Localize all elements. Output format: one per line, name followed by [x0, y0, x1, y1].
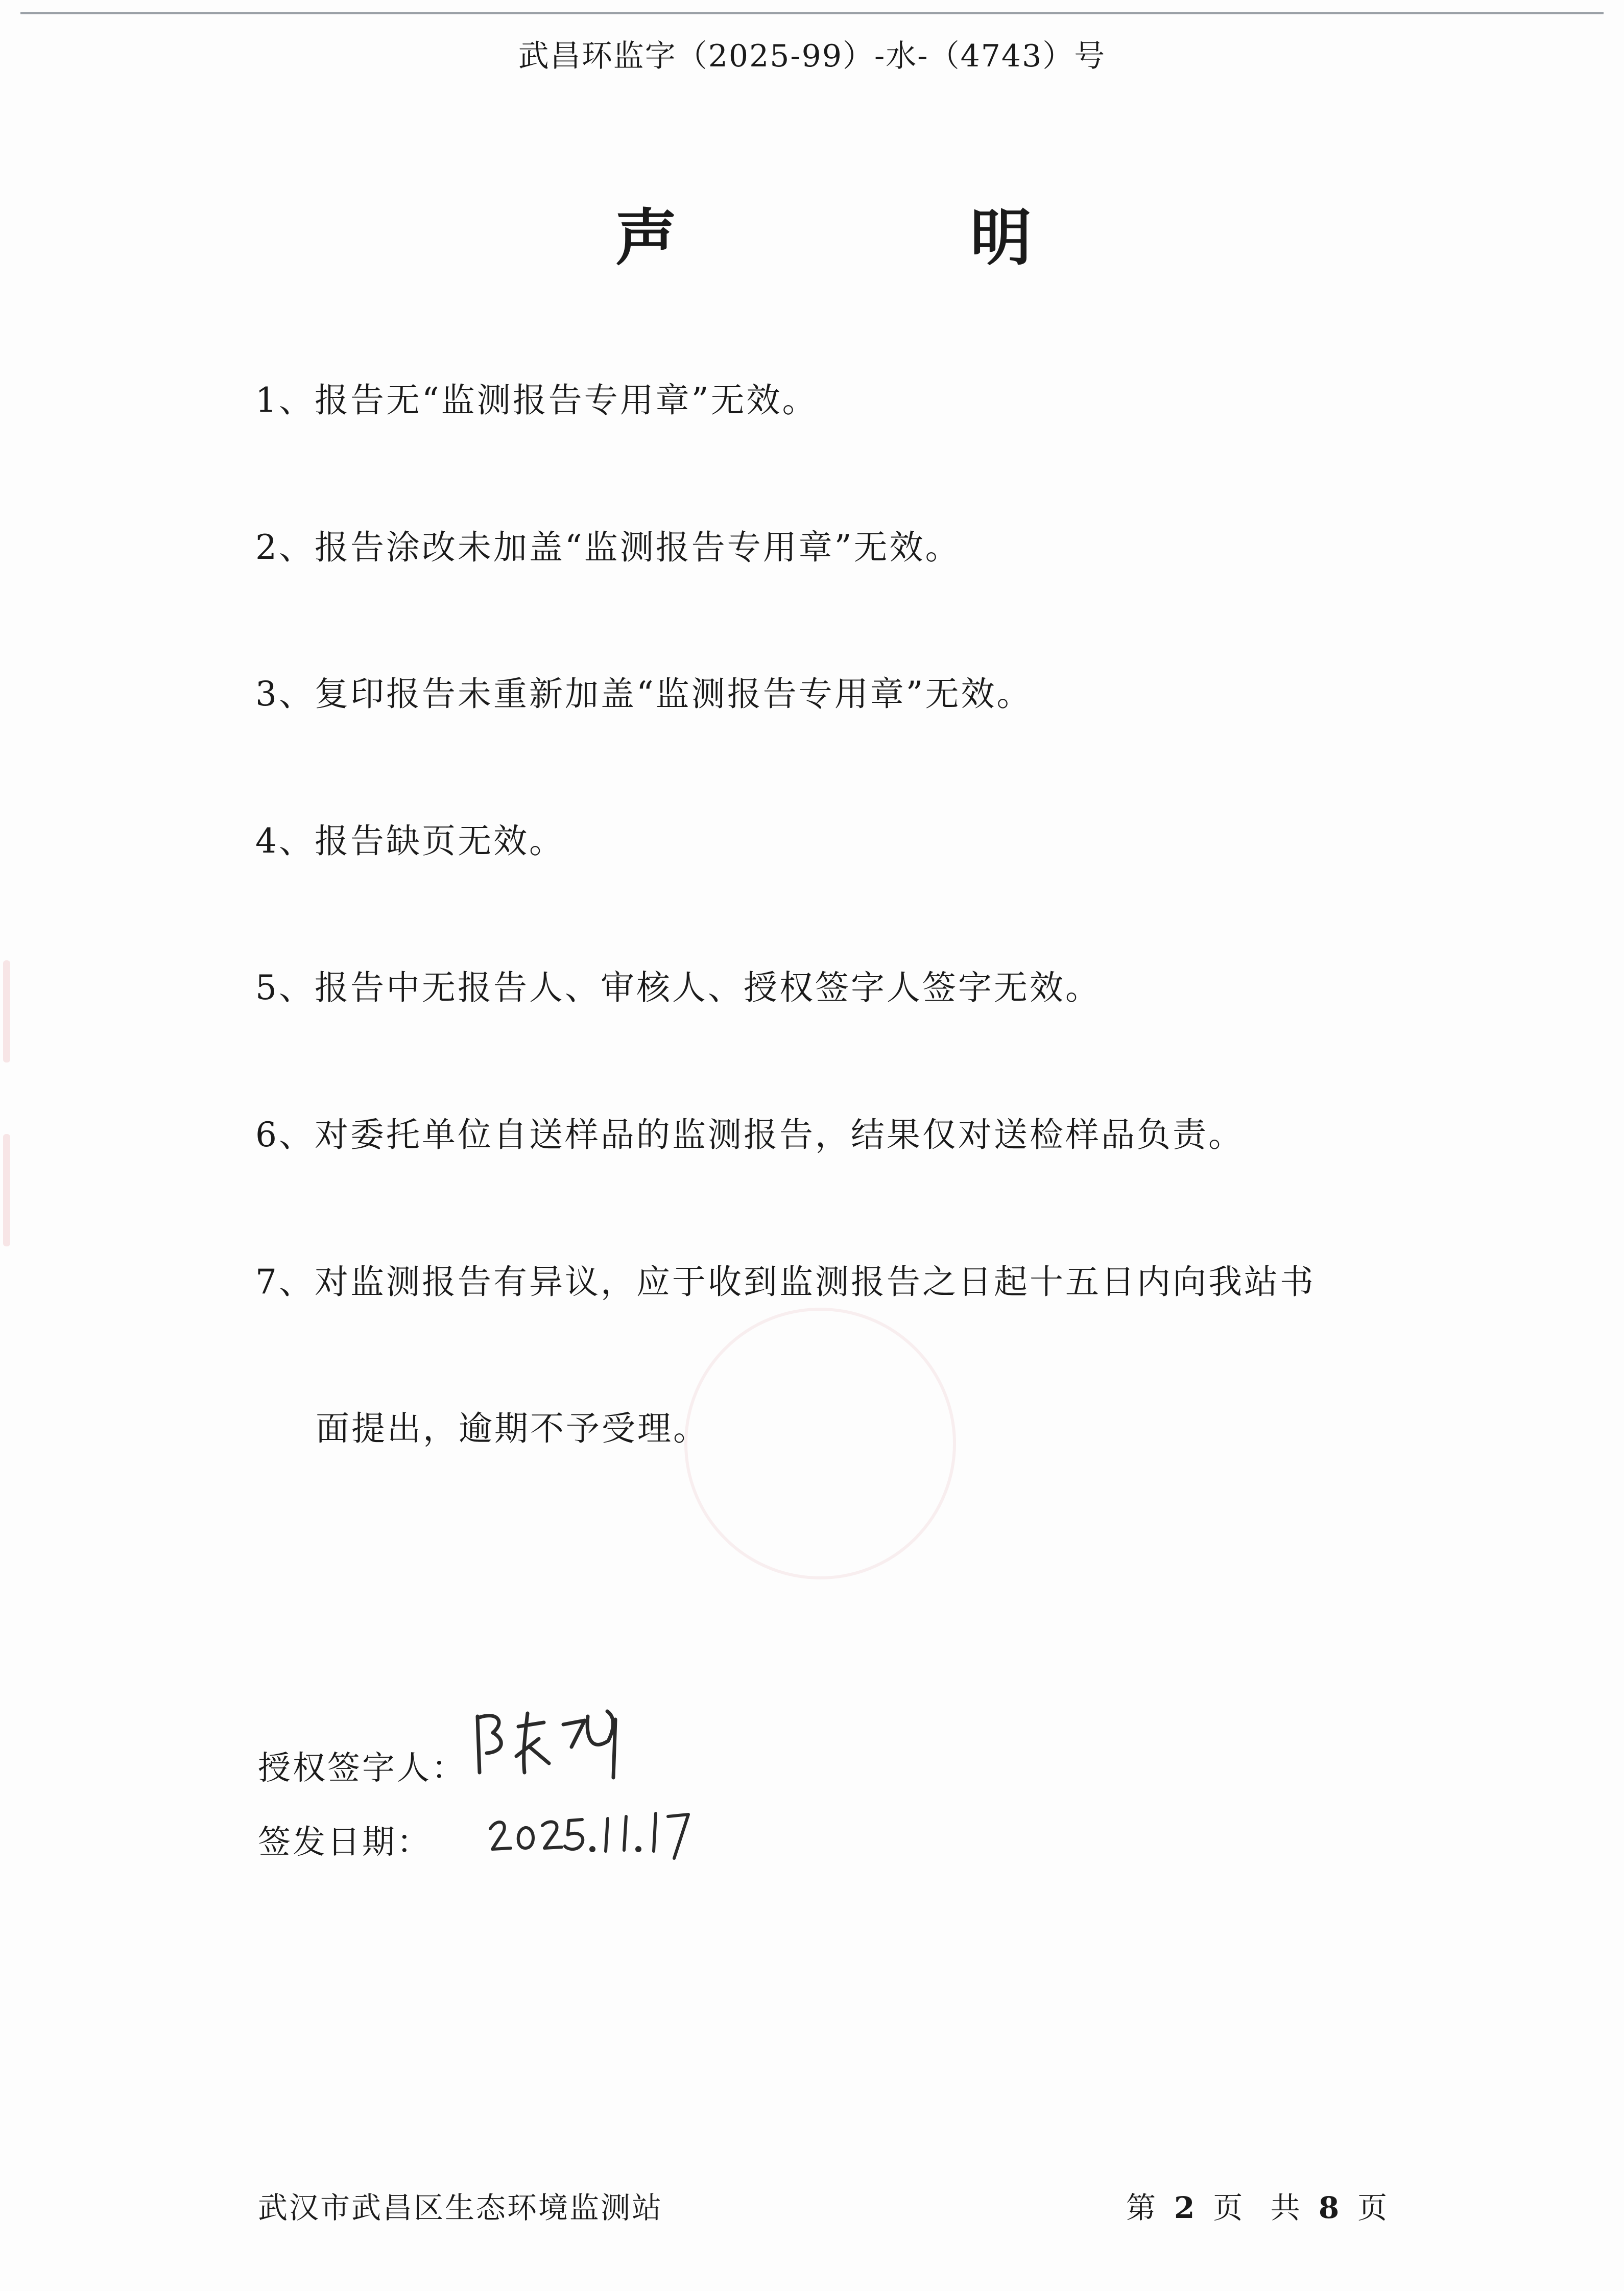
- page-current: 2: [1174, 2190, 1204, 2225]
- statement-text: 报告涂改未加盖“监测报告专用章”无效。: [315, 528, 961, 567]
- page-suffix: 页: [1357, 2190, 1397, 2225]
- faint-stamp-impression: [684, 1308, 956, 1579]
- handwritten-signature: [462, 1696, 646, 1788]
- seam-stamp-mark: [3, 1134, 10, 1246]
- statement-text: 对监测报告有异议，应于收到监测报告之日起十五日内向我站书: [315, 1262, 1316, 1302]
- statement-text: 报告缺页无效。: [315, 821, 565, 861]
- statement-item: [255, 1107, 1244, 1156]
- statement-item: [255, 667, 1032, 715]
- issue-date-label: 签发日期：: [258, 1824, 432, 1861]
- statement-number: 2、: [255, 528, 315, 567]
- top-border-line: [20, 12, 1604, 14]
- page-prefix: 第: [1126, 2190, 1165, 2225]
- footer-organization: 武汉市武昌区生态环境监测站: [258, 2190, 663, 2225]
- signatory-label: 授权签字人：: [258, 1750, 466, 1787]
- statement-text: 报告无“监测报告专用章”无效。: [315, 381, 818, 420]
- handwritten-issue-date: [485, 1798, 710, 1864]
- title-char-1: 声: [615, 203, 677, 274]
- page-counter: [1126, 2184, 1396, 2227]
- statement-item: [255, 1255, 1316, 1303]
- statement-number: 1、: [255, 381, 315, 420]
- report-number: 武昌环监字（2025-99）-水-（4743）号: [518, 38, 1106, 74]
- statement-number: 7、: [255, 1262, 315, 1302]
- statement-item: [255, 814, 565, 862]
- statement-text: 复印报告未重新加盖“监测报告专用章”无效。: [315, 674, 1033, 714]
- statement-item: [255, 373, 818, 421]
- page-footer: [0, 2184, 1624, 2230]
- page-total: 8: [1318, 2190, 1349, 2225]
- statement-number: 3、: [255, 674, 315, 714]
- seam-stamp-mark: [3, 960, 10, 1062]
- statement-number: 6、: [255, 1115, 315, 1154]
- page-middle: 页 共: [1213, 2190, 1309, 2225]
- statement-item: [255, 960, 1101, 1009]
- statement-number: 4、: [255, 821, 315, 861]
- statement-text: 报告中无报告人、审核人、授权签字人签字无效。: [315, 968, 1101, 1007]
- statement-continuation: 面提出，逾期不予受理。: [316, 1409, 709, 1448]
- statement-number: 5、: [255, 968, 315, 1007]
- title-char-2: 明: [970, 203, 1032, 274]
- statement-item: [255, 520, 961, 569]
- page-title: [0, 189, 1624, 274]
- statement-text: 对委托单位自送样品的监测报告，结果仅对送检样品负责。: [315, 1115, 1244, 1154]
